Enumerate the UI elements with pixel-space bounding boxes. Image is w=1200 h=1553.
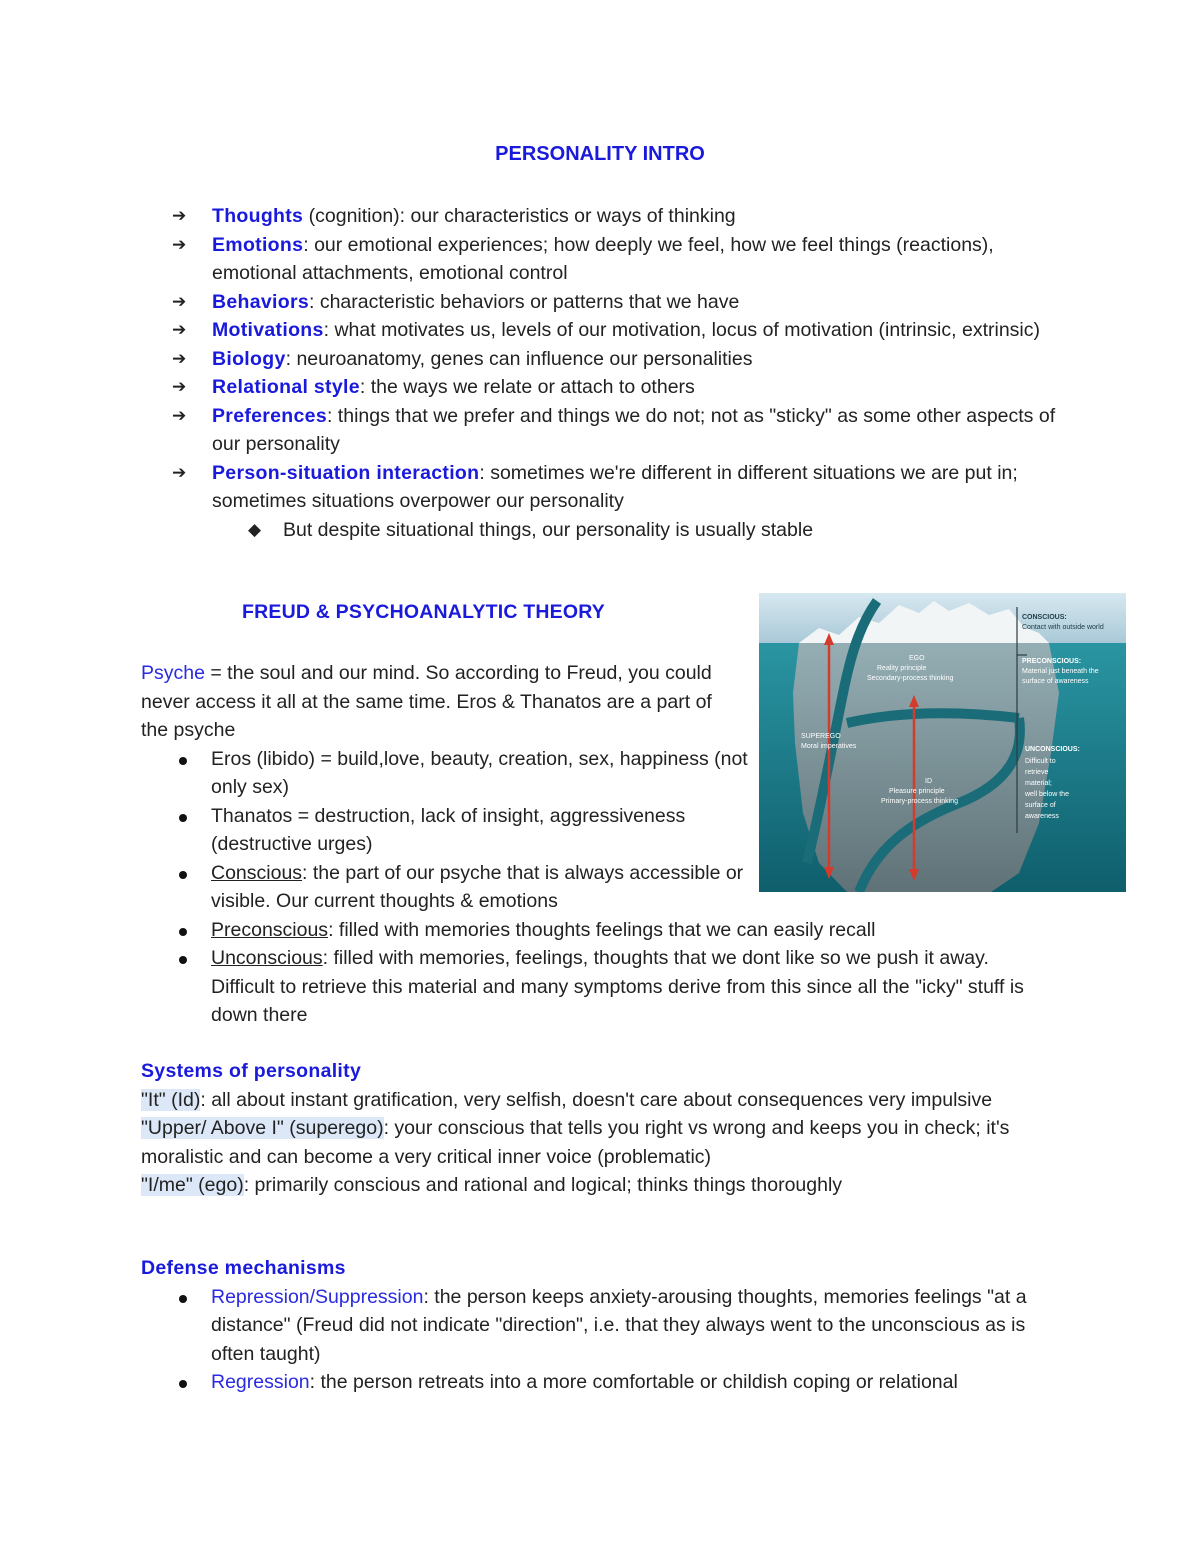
defense-list (141, 1283, 1061, 1397)
trait-text: : neuroanatomy, genes can influence our personalities (285, 347, 753, 370)
section-heading: Defense mechanisms (141, 1257, 346, 1279)
preconscious-desc: Material just beneath the (1022, 668, 1099, 675)
ego-text: : primarily conscious and rational and logical; thinks things thoroughly (243, 1174, 843, 1196)
bullet-icon (179, 757, 187, 765)
arrow-bullet-icon: ➔ (172, 377, 187, 396)
conscious-text: : the part of our psyche that is always accessible or visible. Our current thoughts & emotions (211, 861, 744, 912)
arrow-bullet-icon: ➔ (172, 348, 187, 368)
trait-term: Emotions (212, 233, 304, 256)
list-item (141, 1283, 1041, 1369)
trait-term: Motivations (212, 319, 324, 341)
list-item (172, 373, 1062, 402)
page-title: PERSONALITY INTRO (495, 143, 705, 165)
list-item (141, 944, 1051, 1030)
unconscious-desc: well below the (1025, 791, 1069, 798)
defense-section (141, 1254, 1061, 1397)
thanatos-text: Thanatos = destruction, lack of insight, aggressiveness (destructive urges) (211, 804, 686, 855)
ego-paragraph (141, 1171, 1041, 1200)
conscious-label: CONSCIOUS: (1022, 614, 1067, 621)
psyche-term: Psyche (141, 662, 205, 684)
diamond-bullet-icon: ◆ (248, 519, 262, 539)
id-paragraph (141, 1086, 1041, 1115)
id-label: ID (925, 778, 932, 785)
trait-term: Person-situation interaction (212, 461, 480, 484)
trait-text: : things that we prefer and things we do not; not as "sticky" as some other aspects of our personality (212, 404, 1056, 455)
list-item (172, 288, 1062, 317)
trait-text: : sometimes we're different in different situations we are put in; sometimes situations overpower our personality (212, 461, 1018, 512)
defense-text: : the person retreats into a more comfortable or childish coping or relational (309, 1371, 958, 1393)
eros-text: Eros (libido) = build,love, beauty, creation, sex, happiness (not only sex) (211, 747, 748, 798)
trait-term: Relational style (212, 376, 360, 398)
preconscious-label: PRECONSCIOUS: (1022, 658, 1082, 665)
psyche-list (141, 745, 1061, 1030)
psyche-paragraph (141, 659, 731, 745)
trait-term: Thoughts (212, 205, 304, 227)
ego-term: "I/me" (ego) (141, 1174, 244, 1196)
list-item (141, 1368, 1041, 1397)
defense-text: : the person keeps anxiety-arousing thoughts, memories feelings "at a distance" (Freud did not indicate "direction", i.e. that they always went to the unconscious as is often taught) (211, 1285, 1027, 1365)
list-item (172, 345, 1062, 374)
unconscious-text: : filled with memories, feelings, thoughts that we dont like so we push it away. Difficult to retrieve this material and many symptoms derive from this since all the "icky" stuff is down there (211, 947, 1024, 1026)
unconscious-desc: retrieve (1025, 769, 1049, 776)
bullet-icon (179, 956, 187, 964)
bullet-icon (179, 928, 187, 936)
section-heading: FREUD & PSYCHOANALYTIC THEORY (242, 601, 605, 623)
psyche-text: = the soul and our mind. So according to Freud, you could never access it all at the same time. Eros & Thanatos are a part of the psyche (141, 662, 712, 741)
defense-term: Regression (211, 1371, 310, 1393)
list-item (172, 459, 1062, 516)
bullet-icon (179, 814, 187, 822)
trait-term: Biology (212, 347, 286, 370)
preconscious-text: : filled with memories thoughts feelings that we can easily recall (328, 918, 876, 941)
bullet-icon (179, 1380, 187, 1388)
arrow-bullet-icon: ➔ (172, 405, 187, 425)
list-item (172, 231, 1062, 288)
superego-paragraph (141, 1114, 1041, 1171)
arrow-bullet-icon: ➔ (172, 320, 187, 339)
unconscious-label: UNCONSCIOUS: (1025, 746, 1080, 753)
id-term: "It" (Id) (141, 1088, 201, 1111)
list-item (172, 402, 1062, 459)
list-item (141, 745, 751, 802)
preconscious-desc: surface of awareness (1022, 678, 1089, 685)
unconscious-desc: surface of (1025, 802, 1056, 809)
list-item (141, 802, 751, 859)
trait-text: (cognition): our characteristics or ways of thinking (303, 205, 736, 227)
unconscious-desc: awareness (1025, 813, 1059, 820)
list-subitem (172, 516, 1062, 545)
trait-text: : characteristic behaviors or patterns that we have (309, 290, 740, 313)
trait-term: Behaviors (212, 290, 309, 313)
unconscious-desc: material; (1025, 780, 1052, 787)
subpoint-text: But despite situational things, our personality is usually stable (283, 518, 814, 541)
systems-section (141, 1057, 1041, 1200)
list-item (141, 916, 1051, 945)
list-item (172, 316, 1062, 345)
arrow-bullet-icon: ➔ (172, 206, 187, 225)
defense-term: Repression/Suppression (211, 1285, 424, 1308)
id-text: : all about instant gratification, very selfish, doesn't care about consequences very impulsive (200, 1088, 993, 1111)
bullet-icon (179, 871, 187, 879)
bullet-icon (179, 1295, 187, 1303)
conscious-desc: Contact with outside world (1022, 624, 1104, 631)
arrow-bullet-icon: ➔ (172, 462, 187, 482)
arrow-bullet-icon: ➔ (172, 234, 187, 254)
ego-desc: Reality principle (877, 665, 927, 672)
superego-term: "Upper/ Above I" (superego) (141, 1117, 384, 1139)
superego-text: : your conscious that tells you right vs wrong and keeps you in check; it's moralistic and can become a very critical inner voice (problematic) (141, 1117, 1010, 1168)
trait-text: : our emotional experiences; how deeply we feel, how we feel things (reactions), emotional attachments, emotional control (212, 233, 994, 284)
ego-label: EGO (909, 655, 925, 662)
conscious-term: Conscious (211, 861, 303, 884)
id-desc: Primary-process thinking (881, 798, 959, 805)
personality-aspects-list (172, 202, 1062, 544)
list-item (141, 859, 751, 916)
unconscious-desc: Difficult to (1025, 758, 1056, 765)
trait-text: : what motivates us, levels of our motivation, locus of motivation (intrinsic, extrinsic) (323, 319, 1040, 341)
unconscious-term: Unconscious (211, 947, 323, 969)
arrow-bullet-icon: ➔ (172, 291, 187, 311)
superego-desc: Moral imperatives (801, 743, 857, 750)
freud-section (141, 659, 1061, 1030)
id-desc: Pleasure principle (889, 788, 945, 795)
section-heading: Systems of personality (141, 1060, 362, 1082)
list-item (172, 202, 1062, 231)
ego-desc: Secondary-process thinking (867, 675, 954, 682)
trait-term: Preferences (212, 404, 327, 427)
trait-text: : the ways we relate or attach to others (359, 376, 695, 398)
preconscious-term: Preconscious (211, 918, 329, 941)
superego-label: SUPEREGO (801, 733, 841, 740)
